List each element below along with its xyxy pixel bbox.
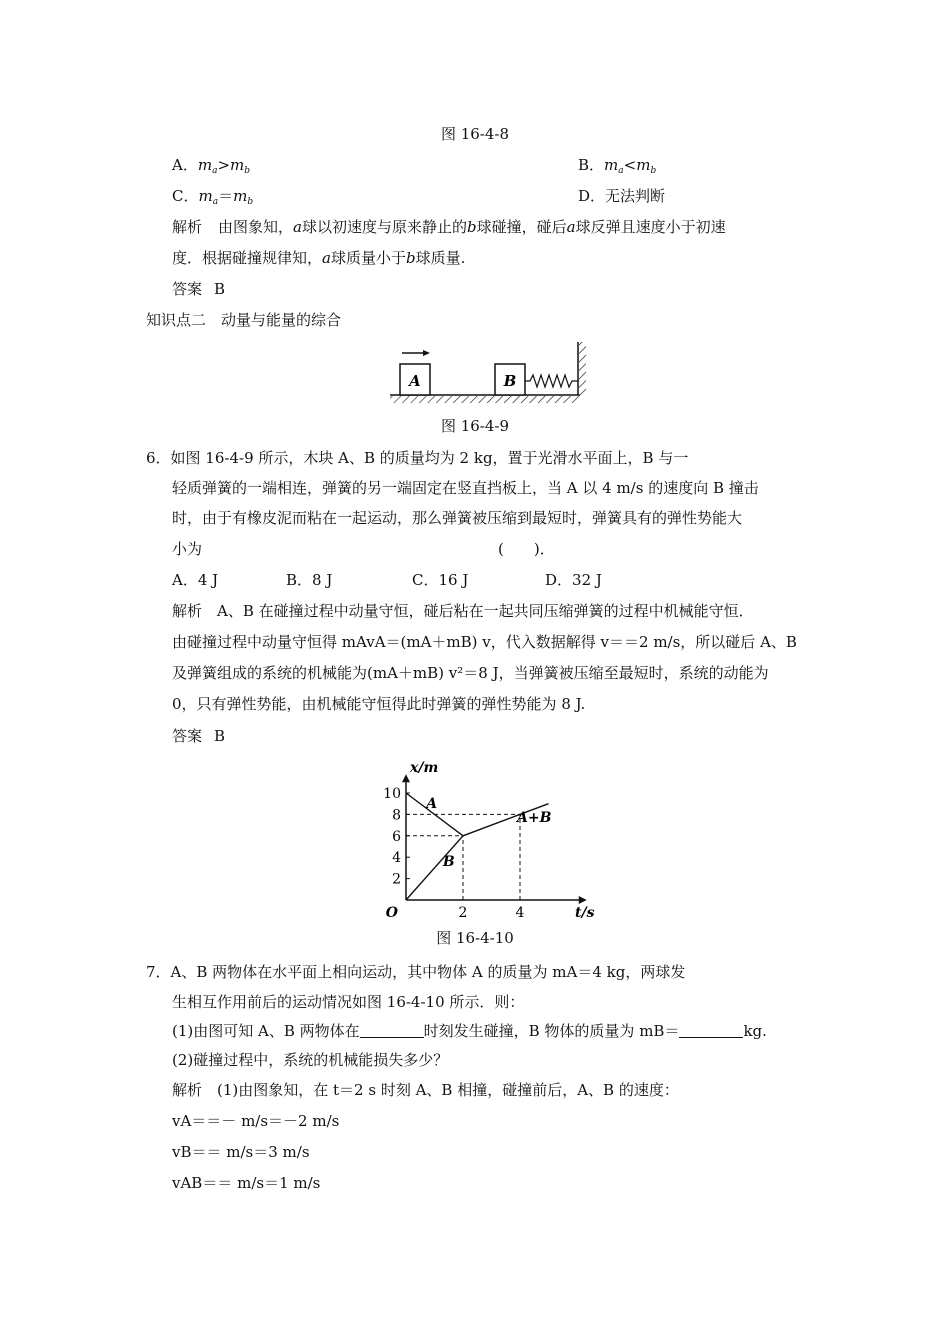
q5-option-c: C．$m_a=m_b$ xyxy=(172,187,254,207)
figure-caption-16-4-10: 图 16-4-10 xyxy=(436,929,514,947)
x-axis-label: t/s xyxy=(575,905,595,921)
block-a-label: A xyxy=(409,372,421,390)
figure-16-4-10-chart xyxy=(360,758,600,923)
block-b-label: B xyxy=(503,372,517,390)
q7-analysis-line-1: 解析 (1)由图象知，在 t＝2 s 时刻 A、B 相撞，碰撞前后，A、B 的速度： xyxy=(172,1081,679,1099)
q6-answer: 答案 B xyxy=(172,727,226,745)
y-tick-label-2: 2 xyxy=(392,871,401,888)
q5-option-d: D．无法判断 xyxy=(578,187,666,205)
q6-option-c: C．16 J xyxy=(412,571,469,589)
series-label-A: A xyxy=(426,795,438,812)
figure-caption-16-4-8: 图 16-4-8 xyxy=(440,125,510,143)
q6-stem-line-3: 时，由于有橡皮泥而粘在一起运动，那么弹簧被压缩到最短时，弹簧具有的弹性势能大 xyxy=(172,509,743,527)
series-label-A+B: A+B xyxy=(517,809,552,826)
q7-velocity-a: vA＝＝－ m/s＝－2 m/s xyxy=(172,1112,340,1130)
x-tick-label-2: 2 xyxy=(458,905,468,921)
y-tick-label-6: 6 xyxy=(392,828,401,845)
q5-option-b: B．$m_a<m_b$ xyxy=(578,156,657,176)
ground-hatch xyxy=(390,396,580,403)
spring xyxy=(525,375,578,387)
q7-velocity-ab: vAB＝＝ m/s＝1 m/s xyxy=(172,1174,321,1192)
q6-option-d: D．32 J xyxy=(545,571,602,589)
y-tick-label-10: 10 xyxy=(383,786,401,802)
q5-answer: 答案 B xyxy=(172,280,226,298)
q6-option-a: A．4 J xyxy=(172,571,219,589)
q7-stem-line-1: 7．A、B 两物体在水平面上相向运动，其中物体 A 的质量为 mA＝4 kg，两球发 xyxy=(146,963,686,981)
q7-sub-question-1: (1)由图可知 A、B 两物体在 时刻发生碰撞，B 物体的质量为 mB＝ kg. xyxy=(172,1022,767,1040)
figure-16-4-9 xyxy=(380,340,590,410)
q6-analysis-line-2: 由碰撞过程中动量守恒得 mAvA＝(mA＋mB) v，代入数据解得 v＝＝2 m/s，所以碰后 A、B xyxy=(172,633,797,651)
y-tick-label-4: 4 xyxy=(392,850,401,867)
arrow-head-icon xyxy=(423,350,430,356)
q6-answer-bracket: ( )． xyxy=(498,540,555,558)
q6-analysis-line-4: 0，只有弹性势能，由机械能守恒得此时弹簧的弹性势能为 8 J. xyxy=(172,695,586,713)
origin-label: O xyxy=(385,905,398,921)
x-tick-label-4: 4 xyxy=(515,905,525,921)
q7-stem-line-2: 生相互作用前后的运动情况如图 16-4-10 所示．则： xyxy=(172,993,525,1011)
q5-analysis-line-2: 度．根据碰撞规律知，a球质量小于b球质量. xyxy=(172,249,466,267)
q6-stem-line-2: 轻质弹簧的一端相连，弹簧的另一端固定在竖直挡板上，当 A 以 4 m/s 的速度向 B 撞击 xyxy=(172,479,759,497)
y-axis-label: x/m xyxy=(410,760,439,776)
q6-stem-line-4: 小为 xyxy=(172,540,203,558)
y-tick-label-8: 8 xyxy=(392,807,401,824)
section-title: 知识点二 动量与能量的综合 xyxy=(146,311,342,329)
y-axis-arrow-icon xyxy=(402,774,410,782)
q5-analysis-line-1: 解析 由图象知，a球以初速度与原来静止的b球碰撞，碰后a球反弹且速度小于初速 xyxy=(172,218,726,236)
q6-option-b: B．8 J xyxy=(286,571,333,589)
blank-mass-b[interactable] xyxy=(679,1023,743,1038)
x-axis-arrow-icon xyxy=(579,896,587,904)
q6-analysis-line-3: 及弹簧组成的系统的机械能为(mA＋mB) v²＝8 J，当弹簧被压缩至最短时，系统的动能为 xyxy=(172,664,769,682)
series-label-B: B xyxy=(442,853,455,870)
q6-analysis-line-1: 解析 A、B 在碰撞过程中动量守恒，碰后粘在一起共同压缩弹簧的过程中机械能守恒． xyxy=(172,602,754,620)
blank-collision-time[interactable] xyxy=(360,1023,424,1038)
figure-caption-16-4-9: 图 16-4-9 xyxy=(440,417,510,435)
q6-stem-line-1: 6．如图 16-4-9 所示，木块 A、B 的质量均为 2 kg，置于光滑水平面上，B 与一 xyxy=(146,449,689,467)
q5-option-a: A．$m_a>m_b$ xyxy=(172,156,251,176)
q7-sub-question-2: (2)碰撞过程中，系统的机械能损失多少？ xyxy=(172,1051,449,1069)
q7-velocity-b: vB＝＝ m/s＝3 m/s xyxy=(172,1143,310,1161)
wall-hatch xyxy=(579,342,586,395)
